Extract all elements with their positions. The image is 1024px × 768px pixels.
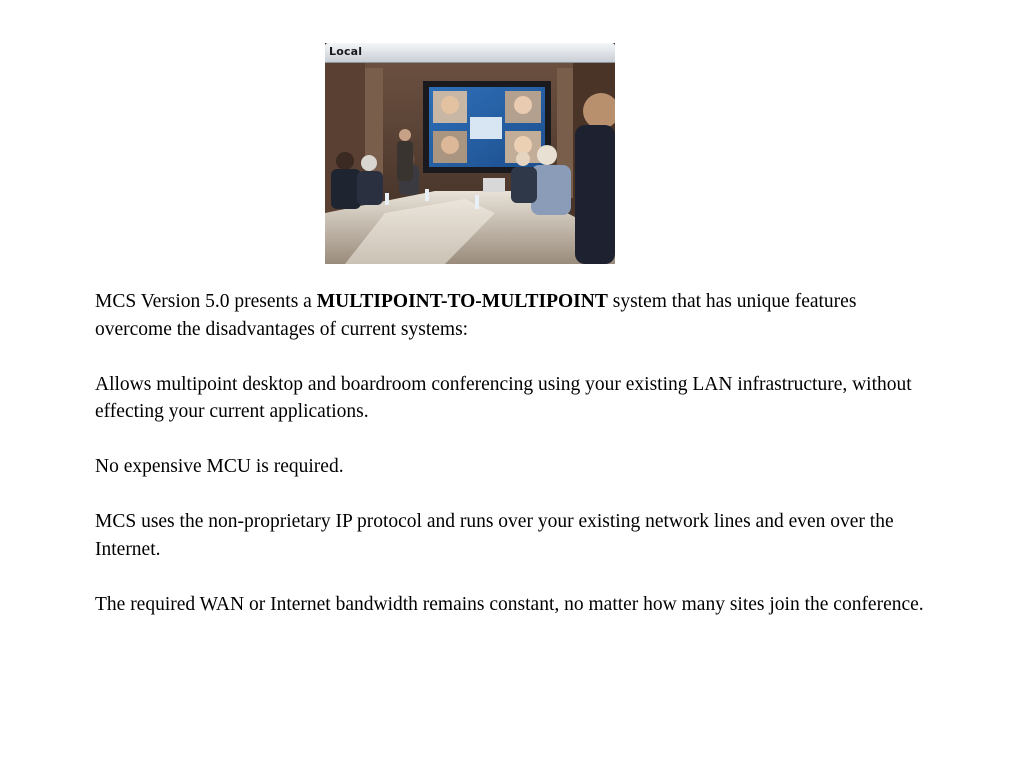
- person-head: [537, 145, 557, 165]
- conference-photo: [325, 43, 615, 264]
- paragraph-mcu: No expensive MCU is required.: [95, 456, 344, 477]
- person-body: [511, 167, 537, 203]
- participant-face: [514, 136, 532, 154]
- participant-face: [441, 136, 459, 154]
- person-head: [336, 152, 354, 170]
- conference-room-illustration: [325, 63, 615, 264]
- person-body: [357, 171, 383, 205]
- paragraph-ip-protocol: MCS uses the non-proprietary IP protocol and runs over your existing network lines and even over the Internet.: [95, 511, 894, 560]
- paragraph-bandwidth: The required WAN or Internet bandwidth remains constant, no matter how many sites join the conference.: [95, 593, 924, 615]
- bottle: [475, 195, 479, 209]
- intro-prefix: MCS Version 5.0 presents a: [95, 291, 317, 312]
- bottle: [385, 193, 389, 205]
- presenter-head: [399, 129, 411, 141]
- laptop: [483, 178, 505, 192]
- person-body-foreground: [575, 125, 615, 264]
- person-body: [331, 169, 361, 209]
- intro-paragraph: [95, 288, 935, 343]
- presenter-body: [397, 141, 413, 181]
- photo-titlebar: [325, 43, 615, 63]
- person-head: [361, 155, 377, 171]
- intro-emphasis: MULTIPOINT-TO-MULTIPOINT: [316, 291, 608, 312]
- document-body: [95, 288, 935, 618]
- paragraph-lan: Allows multipoint desktop and boardroom conferencing using your existing LAN infrastructure, without effecting your current applications.: [95, 373, 912, 422]
- person-head: [516, 152, 530, 166]
- bottle: [425, 189, 429, 201]
- video-tile-center: [470, 117, 502, 139]
- participant-face: [441, 96, 459, 114]
- photo-window-title: Local: [329, 45, 363, 58]
- participant-face: [514, 96, 532, 114]
- intro-suffix: system that has unique features overcome the disadvantages of current systems:: [95, 291, 857, 340]
